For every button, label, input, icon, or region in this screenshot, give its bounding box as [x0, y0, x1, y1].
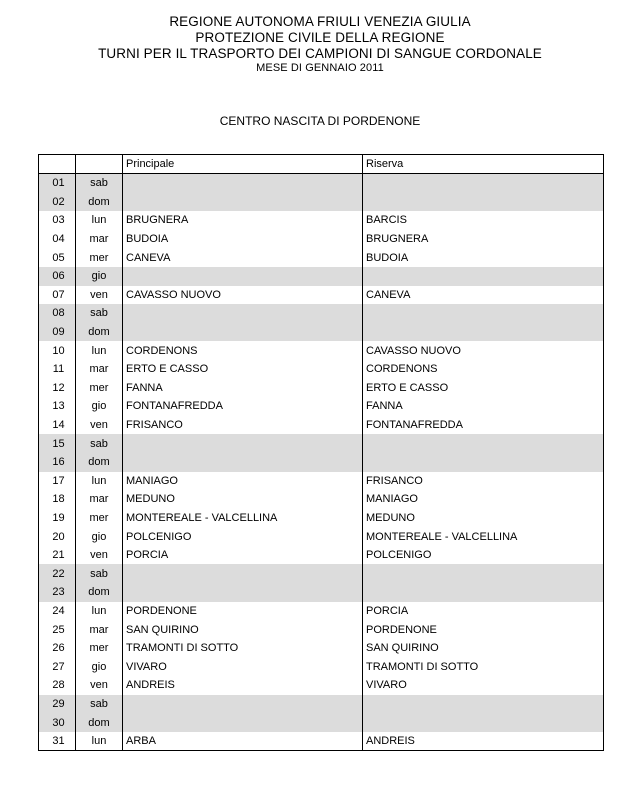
principale-cell: BRUGNERA [123, 211, 363, 230]
header-title: TURNI PER IL TRASPORTO DEI CAMPIONI DI SANGUE CORDONALE [98, 46, 542, 61]
header-region: REGIONE AUTONOMA FRIULI VENEZIA GIULIA [169, 14, 471, 29]
header-day [76, 155, 123, 174]
riserva-cell: PORDENONE [363, 620, 604, 639]
weekday-cell: dom [76, 323, 123, 342]
table-row [39, 732, 604, 751]
day-number-cell: 30 [39, 713, 76, 732]
principale-cell [123, 695, 363, 714]
riserva-cell [363, 174, 604, 193]
header-row [39, 155, 604, 174]
principale-cell [123, 174, 363, 193]
table-row [39, 453, 604, 472]
principale-cell: VIVARO [123, 657, 363, 676]
day-number-cell: 21 [39, 546, 76, 565]
riserva-cell [363, 564, 604, 583]
principale-cell: CORDENONS [123, 341, 363, 360]
principale-cell: TRAMONTI DI SOTTO [123, 639, 363, 658]
weekday-cell: gio [76, 527, 123, 546]
weekday-cell: mer [76, 509, 123, 528]
day-number-cell: 18 [39, 490, 76, 509]
table-row [39, 509, 604, 528]
day-number-cell: 07 [39, 286, 76, 305]
table-row [39, 583, 604, 602]
header-month: MESE DI GENNAIO 2011 [256, 62, 384, 74]
weekday-cell: mar [76, 360, 123, 379]
principale-cell: FRISANCO [123, 416, 363, 435]
riserva-cell: POLCENIGO [363, 546, 604, 565]
riserva-cell [363, 453, 604, 472]
principale-cell: FANNA [123, 379, 363, 398]
table-row [39, 174, 604, 193]
riserva-cell [363, 323, 604, 342]
riserva-cell: MEDUNO [363, 509, 604, 528]
riserva-cell: FRISANCO [363, 472, 604, 491]
riserva-cell: SAN QUIRINO [363, 639, 604, 658]
riserva-cell [363, 267, 604, 286]
day-number-cell: 01 [39, 174, 76, 193]
riserva-cell: ERTO E CASSO [363, 379, 604, 398]
day-number-cell: 02 [39, 193, 76, 212]
header-num [39, 155, 76, 174]
table-row [39, 676, 604, 695]
principale-cell: SAN QUIRINO [123, 620, 363, 639]
principale-cell [123, 453, 363, 472]
day-number-cell: 26 [39, 639, 76, 658]
weekday-cell: gio [76, 267, 123, 286]
table-row [39, 527, 604, 546]
day-number-cell: 20 [39, 527, 76, 546]
day-number-cell: 14 [39, 416, 76, 435]
weekday-cell: lun [76, 732, 123, 751]
table-row [39, 397, 604, 416]
table-row [39, 286, 604, 305]
principale-cell: PORCIA [123, 546, 363, 565]
table-row [39, 490, 604, 509]
weekday-cell: sab [76, 304, 123, 323]
weekday-cell: gio [76, 397, 123, 416]
day-number-cell: 23 [39, 583, 76, 602]
riserva-cell: FANNA [363, 397, 604, 416]
day-number-cell: 12 [39, 379, 76, 398]
weekday-cell: ven [76, 416, 123, 435]
day-number-cell: 28 [39, 676, 76, 695]
weekday-cell: mer [76, 248, 123, 267]
principale-cell: ARBA [123, 732, 363, 751]
day-number-cell: 19 [39, 509, 76, 528]
schedule-table-header [39, 155, 604, 174]
table-row [39, 323, 604, 342]
principale-cell [123, 434, 363, 453]
table-row [39, 211, 604, 230]
riserva-cell [363, 583, 604, 602]
table-row [39, 695, 604, 714]
day-number-cell: 24 [39, 602, 76, 621]
table-row [39, 230, 604, 249]
principale-cell [123, 193, 363, 212]
riserva-cell [363, 713, 604, 732]
weekday-cell: dom [76, 583, 123, 602]
weekday-cell: ven [76, 676, 123, 695]
table-row [39, 267, 604, 286]
weekday-cell: lun [76, 341, 123, 360]
riserva-cell [363, 695, 604, 714]
principale-cell: FONTANAFREDDA [123, 397, 363, 416]
weekday-cell: sab [76, 695, 123, 714]
day-number-cell: 04 [39, 230, 76, 249]
table-row [39, 472, 604, 491]
riserva-cell: MONTEREALE - VALCELLINA [363, 527, 604, 546]
table-row [39, 713, 604, 732]
riserva-cell [363, 434, 604, 453]
principale-cell [123, 323, 363, 342]
table-row [39, 193, 604, 212]
principale-cell [123, 267, 363, 286]
riserva-cell [363, 193, 604, 212]
weekday-cell: dom [76, 453, 123, 472]
header-riserva: Riserva [363, 155, 604, 174]
weekday-cell: dom [76, 713, 123, 732]
section-title: CENTRO NASCITA DI PORDENONE [219, 114, 421, 128]
table-row [39, 620, 604, 639]
principale-cell: MANIAGO [123, 472, 363, 491]
day-number-cell: 29 [39, 695, 76, 714]
table-row [39, 546, 604, 565]
table-row [39, 341, 604, 360]
riserva-cell: BRUGNERA [363, 230, 604, 249]
day-number-cell: 03 [39, 211, 76, 230]
table-row [39, 602, 604, 621]
weekday-cell: mer [76, 639, 123, 658]
table-row [39, 379, 604, 398]
riserva-cell: ANDREIS [363, 732, 604, 751]
principale-cell: MEDUNO [123, 490, 363, 509]
principale-cell [123, 304, 363, 323]
riserva-cell: FONTANAFREDDA [363, 416, 604, 435]
table-row [39, 304, 604, 323]
table-row [39, 657, 604, 676]
principale-cell: MONTEREALE - VALCELLINA [123, 509, 363, 528]
riserva-cell: BARCIS [363, 211, 604, 230]
day-number-cell: 17 [39, 472, 76, 491]
day-number-cell: 15 [39, 434, 76, 453]
weekday-cell: sab [76, 434, 123, 453]
schedule-table [38, 154, 604, 751]
principale-cell [123, 564, 363, 583]
schedule-table-body [39, 174, 604, 751]
weekday-cell: ven [76, 286, 123, 305]
weekday-cell: mar [76, 490, 123, 509]
day-number-cell: 09 [39, 323, 76, 342]
weekday-cell: mar [76, 230, 123, 249]
riserva-cell: CORDENONS [363, 360, 604, 379]
day-number-cell: 10 [39, 341, 76, 360]
riserva-cell: BUDOIA [363, 248, 604, 267]
table-row [39, 416, 604, 435]
day-number-cell: 06 [39, 267, 76, 286]
principale-cell: CAVASSO NUOVO [123, 286, 363, 305]
weekday-cell: ven [76, 546, 123, 565]
day-number-cell: 31 [39, 732, 76, 751]
weekday-cell: sab [76, 564, 123, 583]
table-row [39, 248, 604, 267]
principale-cell [123, 713, 363, 732]
riserva-cell: TRAMONTI DI SOTTO [363, 657, 604, 676]
day-number-cell: 27 [39, 657, 76, 676]
table-row [39, 639, 604, 658]
riserva-cell: CAVASSO NUOVO [363, 341, 604, 360]
riserva-cell: MANIAGO [363, 490, 604, 509]
riserva-cell: PORCIA [363, 602, 604, 621]
day-number-cell: 25 [39, 620, 76, 639]
weekday-cell: dom [76, 193, 123, 212]
weekday-cell: lun [76, 602, 123, 621]
principale-cell: POLCENIGO [123, 527, 363, 546]
day-number-cell: 08 [39, 304, 76, 323]
principale-cell: CANEVA [123, 248, 363, 267]
table-row [39, 360, 604, 379]
header-protezione-civile: PROTEZIONE CIVILE DELLA REGIONE [195, 30, 445, 45]
day-number-cell: 11 [39, 360, 76, 379]
riserva-cell [363, 304, 604, 323]
principale-cell: ERTO E CASSO [123, 360, 363, 379]
weekday-cell: mar [76, 620, 123, 639]
day-number-cell: 16 [39, 453, 76, 472]
riserva-cell: CANEVA [363, 286, 604, 305]
weekday-cell: sab [76, 174, 123, 193]
weekday-cell: gio [76, 657, 123, 676]
day-number-cell: 05 [39, 248, 76, 267]
document-header [0, 14, 640, 75]
table-row [39, 564, 604, 583]
weekday-cell: lun [76, 472, 123, 491]
principale-cell: ANDREIS [123, 676, 363, 695]
table-row [39, 434, 604, 453]
principale-cell [123, 583, 363, 602]
day-number-cell: 22 [39, 564, 76, 583]
weekday-cell: lun [76, 211, 123, 230]
principale-cell: PORDENONE [123, 602, 363, 621]
header-principale: Principale [123, 155, 363, 174]
riserva-cell: VIVARO [363, 676, 604, 695]
day-number-cell: 13 [39, 397, 76, 416]
weekday-cell: mer [76, 379, 123, 398]
principale-cell: BUDOIA [123, 230, 363, 249]
